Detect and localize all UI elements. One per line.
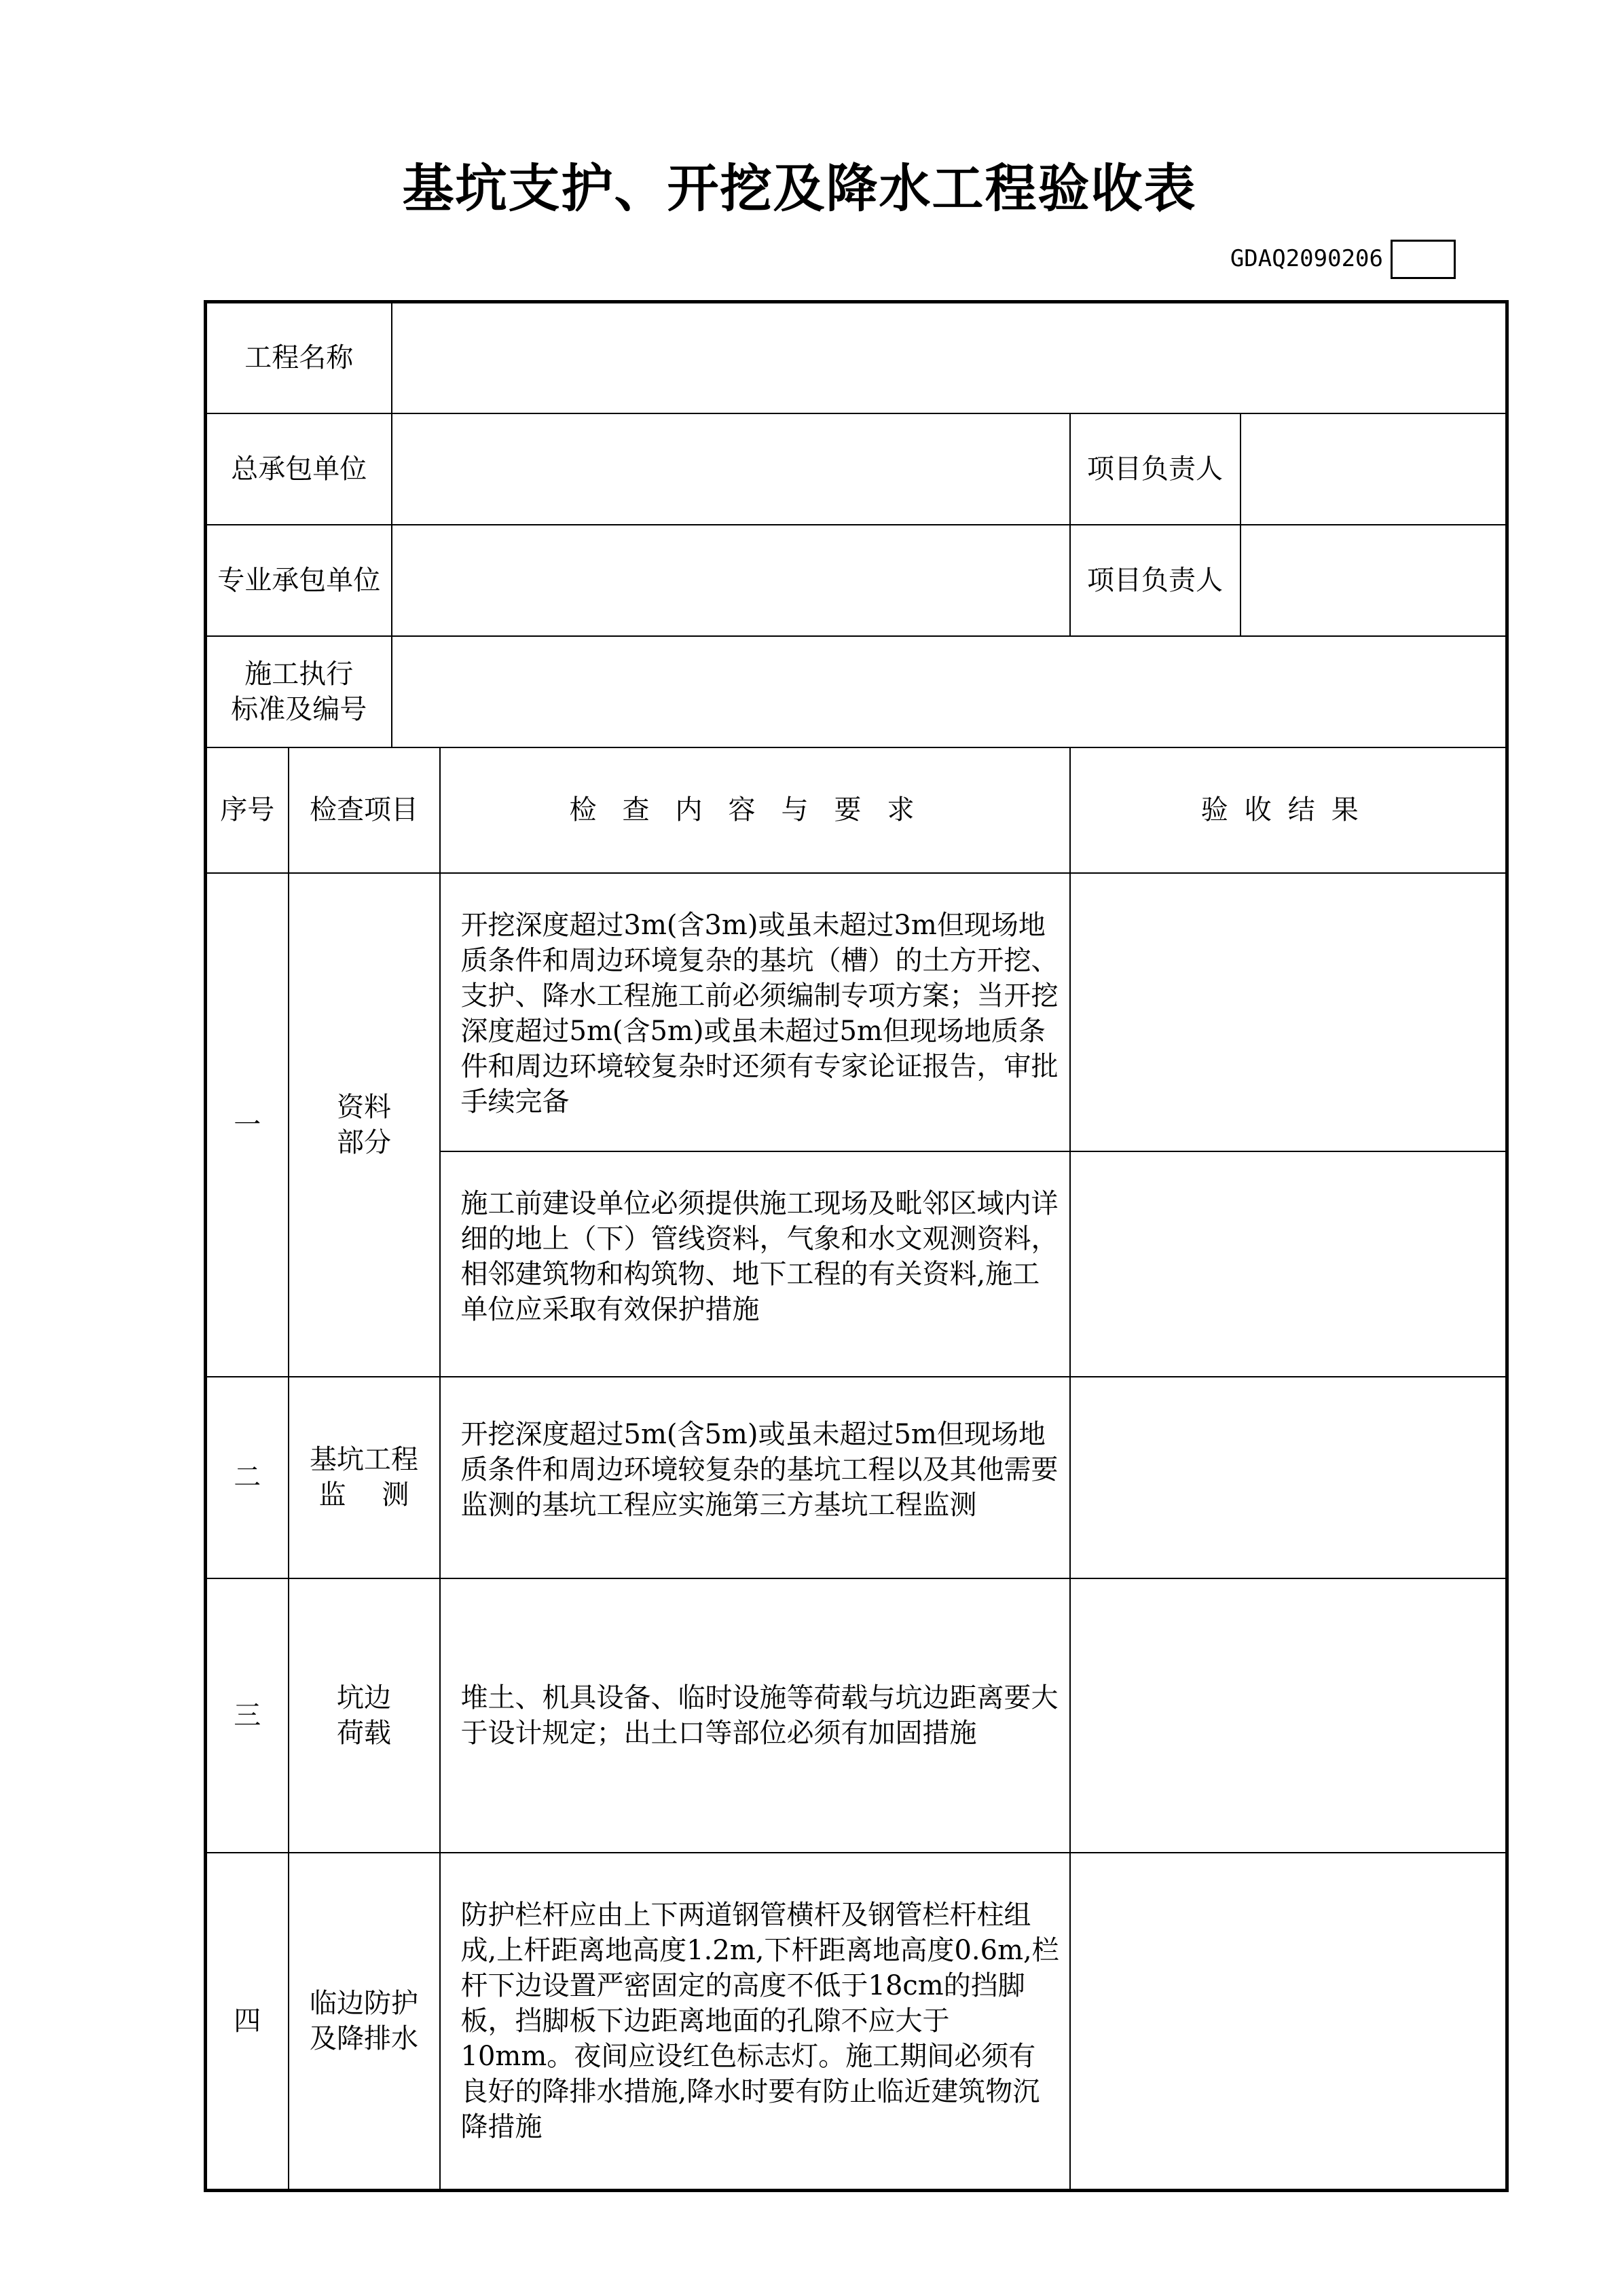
table-row: [206, 1578, 1507, 1853]
project-manager-label-2: 项目负责人: [1070, 525, 1240, 636]
row-4-result-field[interactable]: [1070, 1853, 1507, 2191]
row-4-content: 防护栏杆应由上下两道钢管横杆及钢管栏杆柱组成,上杆距离地高度1.2m,下杆距离地高度0.6m,栏杆下边设置严密固定的高度不低于18cm的挡脚板，挡脚板下边距离地面的孔隙不应大于10mm。夜间应设红色标志灯。施工期间必须有良好的降排水措施,降水时要有防止临近建筑物沉降措施: [440, 1853, 1070, 2191]
column-header-seq: 序号: [206, 747, 289, 873]
row-4-item-line2: 及降排水: [310, 2022, 418, 2054]
standard-label-line2: 标准及编号: [231, 693, 367, 725]
form-code-suffix-box[interactable]: [1391, 240, 1456, 279]
column-header-row: [206, 747, 1507, 873]
form-code: GDAQ2090206: [1230, 245, 1383, 272]
project-manager-field-2[interactable]: [1240, 525, 1507, 636]
standard-row: [206, 636, 1507, 747]
specialty-contractor-field[interactable]: [392, 525, 1070, 636]
standard-field[interactable]: [392, 636, 1507, 747]
row-1b-content: 施工前建设单位必须提供施工现场及毗邻区域内详细的地上（下）管线资料，气象和水文观测资料，相邻建筑物和构筑物、地下工程的有关资料,施工单位应采取有效保护措施: [440, 1151, 1070, 1377]
row-3-item-line1: 坑边: [337, 1682, 391, 1714]
standard-label-line1: 施工执行: [244, 658, 354, 690]
row-1a-result-field[interactable]: [1070, 873, 1507, 1151]
row-3-seq: 三: [206, 1578, 289, 1853]
row-2-content: 开挖深度超过5m(含5m)或虽未超过5m但现场地质条件和周边环境较复杂的基坑工程以及其他需要监测的基坑工程应实施第三方基坑工程监测: [440, 1377, 1070, 1578]
project-manager-label-1: 项目负责人: [1070, 413, 1240, 525]
page-title: 基坑支护、开挖及降水工程验收表: [402, 158, 1197, 219]
row-3-item: [289, 1578, 440, 1853]
row-1-item: [289, 873, 440, 1377]
table-row: [206, 873, 1507, 1151]
row-2-item: [289, 1377, 440, 1578]
row-2-item-line2: 监 测: [318, 1479, 409, 1511]
specialty-contractor-row: [206, 525, 1507, 636]
project-name-row: [206, 302, 1507, 413]
row-1-item-line1: 资料: [337, 1091, 391, 1123]
standard-label: [206, 636, 392, 747]
row-3-result-field[interactable]: [1070, 1578, 1507, 1853]
project-manager-field-1[interactable]: [1240, 413, 1507, 525]
column-header-item: 检查项目: [289, 747, 440, 873]
row-1-seq: 一: [206, 873, 289, 1377]
row-1a-content: 开挖深度超过3m(含3m)或虽未超过3m但现场地质条件和周边环境复杂的基坑（槽）的土方开挖、支护、降水工程施工前必须编制专项方案；当开挖深度超过5m(含5m)或虽未超过5m但现场地质条件和周边环境较复杂时还须有专家论证报告，审批手续完备: [440, 873, 1070, 1151]
row-4-item: [289, 1853, 440, 2191]
column-header-content: 检查内容与要求: [440, 747, 1070, 873]
general-contractor-label: 总承包单位: [206, 413, 392, 525]
specialty-contractor-label: 专业承包单位: [206, 525, 392, 636]
project-name-label: 工程名称: [206, 302, 392, 413]
row-4-seq: 四: [206, 1853, 289, 2191]
project-name-field[interactable]: [392, 302, 1507, 413]
table-row: [206, 1377, 1507, 1578]
row-2-item-line1: 基坑工程: [310, 1444, 418, 1475]
column-header-result: 验收结果: [1070, 747, 1507, 873]
row-2-seq: 二: [206, 1377, 289, 1578]
general-contractor-field[interactable]: [392, 413, 1070, 525]
general-contractor-row: [206, 413, 1507, 525]
row-3-content: 堆土、机具设备、临时设施等荷载与坑边距离要大于设计规定；出土口等部位必须有加固措施: [440, 1578, 1070, 1853]
row-2-result-field[interactable]: [1070, 1377, 1507, 1578]
row-1-item-line2: 部分: [337, 1126, 391, 1158]
table-row: [206, 1853, 1507, 2191]
row-4-item-line1: 临边防护: [310, 1987, 418, 2019]
inspection-form-table: [204, 300, 1509, 2192]
row-1b-result-field[interactable]: [1070, 1151, 1507, 1377]
row-3-item-line2: 荷载: [337, 1717, 391, 1749]
